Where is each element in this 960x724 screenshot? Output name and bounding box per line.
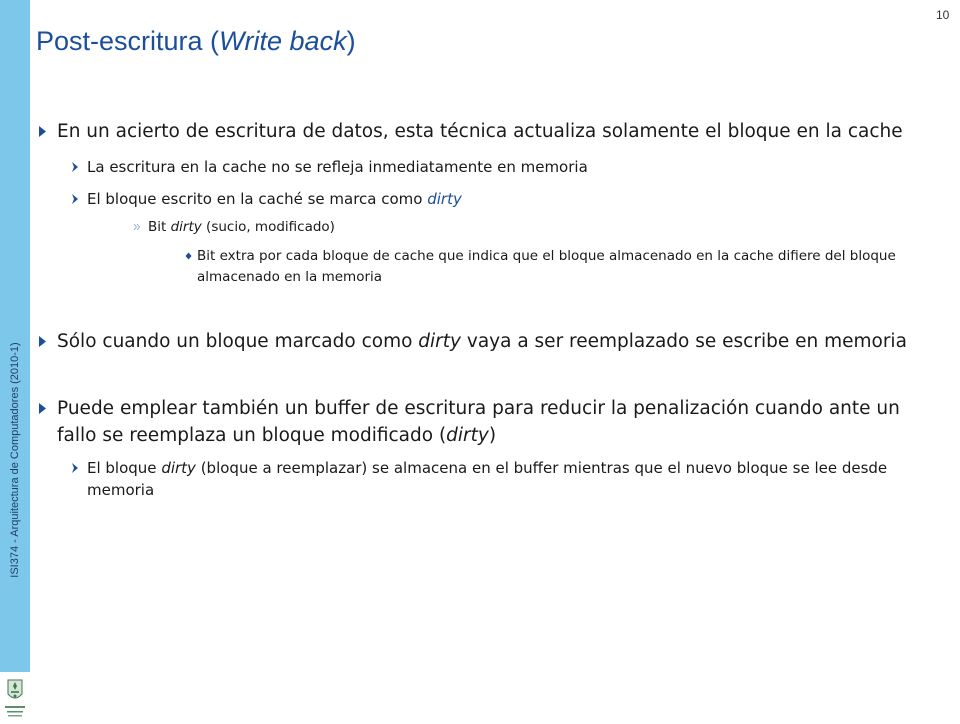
sub-bullet-item bbox=[36, 188, 936, 210]
triangle-right-icon bbox=[38, 118, 47, 153]
bullet-item bbox=[36, 328, 936, 355]
chevron-right-icon bbox=[71, 156, 80, 184]
slide-title bbox=[36, 26, 356, 57]
title-main-text: Post-escritura ( bbox=[36, 26, 220, 56]
dirty-term: dirty bbox=[170, 219, 202, 235]
bullet-text: Puede emplear también un buffer de escritura para reducir la penalización cuando ante un fallo se reemplaza un bloque modificado ( bbox=[57, 398, 900, 446]
bullet-text: El bloque escrito en la caché se marca como bbox=[87, 190, 428, 208]
triangle-right-icon bbox=[38, 395, 47, 430]
bullet-text: Sólo cuando un bloque marcado como bbox=[57, 331, 419, 352]
double-chevron-icon bbox=[133, 217, 142, 243]
title-italic-text: Write back bbox=[219, 26, 347, 56]
bullet-text: Bit bbox=[148, 219, 171, 235]
sidebar-band bbox=[0, 0, 30, 720]
bullet-text-after: ) bbox=[488, 425, 497, 446]
bullet-text-after: (bloque a reemplazar) se almacena en el buffer mientras que el nuevo bloque se lee desde memoria bbox=[87, 459, 888, 499]
detail-bullet-item bbox=[36, 246, 936, 288]
bullet-text: La escritura en la cache no se refleja inmediatamente en memoria bbox=[87, 158, 588, 176]
university-seal-icon bbox=[0, 672, 30, 720]
course-footer-text: ISI374 - Arquitectura de Computadores (2010-1) bbox=[9, 342, 21, 578]
chevron-right-icon bbox=[71, 457, 80, 485]
bullet-item bbox=[36, 395, 936, 449]
bullet-text-after: vaya a ser reemplazado se escribe en memoria bbox=[461, 331, 907, 352]
dirty-term: dirty bbox=[427, 190, 462, 208]
chevron-right-icon bbox=[71, 188, 80, 216]
dirty-term: dirty bbox=[161, 459, 196, 477]
page-number: 10 bbox=[936, 8, 950, 22]
bullet-text: Bit extra por cada bloque de cache que indica que el bloque almacenado en la cache difiere del bloque almacenado en la memoria bbox=[197, 248, 896, 285]
bullet-text: El bloque bbox=[87, 459, 162, 477]
sub-bullet-item bbox=[36, 156, 936, 178]
bullet-text: En un acierto de escritura de datos, esta técnica actualiza solamente el bloque en la cache bbox=[57, 121, 903, 142]
title-end-text: ) bbox=[346, 26, 356, 56]
sub-bullet-item bbox=[36, 457, 936, 501]
dirty-term: dirty bbox=[446, 425, 489, 446]
sub-sub-bullet-item bbox=[36, 217, 936, 237]
bullet-item bbox=[36, 118, 936, 145]
dirty-term: dirty bbox=[418, 331, 461, 352]
university-logo bbox=[0, 672, 30, 720]
triangle-right-icon bbox=[38, 328, 47, 363]
slide-body bbox=[36, 118, 936, 501]
bullet-text-after: (sucio, modificado) bbox=[201, 219, 335, 235]
diamond-icon bbox=[184, 246, 193, 274]
